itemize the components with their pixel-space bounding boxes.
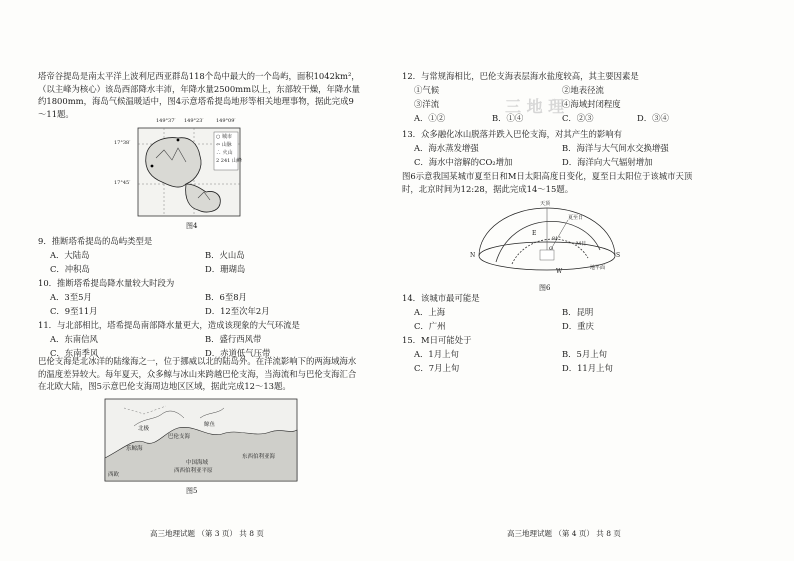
figure-5-caption: 图5 (186, 487, 198, 495)
legend-volcano: ∴ 火山 (216, 150, 233, 156)
left-page-footer: 高三地理试题 （第 3 页） 共 8 页 (150, 529, 264, 538)
q13-option-c[interactable]: C．海水中溶解的CO₂增加 (414, 157, 513, 167)
question-15-stem: 15．M日可能处于 (402, 335, 472, 345)
label-north-pole: 北极 (138, 426, 150, 432)
label-west: W (556, 268, 563, 275)
lat-label-2: 17°45′ (114, 180, 131, 186)
q14-option-c[interactable]: C．广州 (414, 321, 446, 331)
q12-factor-4: ④海域封闭程度 (562, 99, 621, 109)
label-whale: 鲸鱼 (204, 422, 216, 428)
q13-option-d[interactable]: D．海洋向大气辐射增加 (562, 157, 653, 167)
right-page-footer: 高三地理试题 （第 4 页） 共 8 页 (507, 529, 621, 538)
q10-option-d[interactable]: D．12至次年2月 (205, 306, 270, 316)
q15-option-c[interactable]: C．7月上旬 (414, 363, 460, 373)
q12-option-b[interactable]: B．①④ (492, 113, 524, 123)
right-page (397, 0, 794, 561)
q13-option-b[interactable]: B．海洋与大气间水交换增强 (562, 143, 669, 153)
question-13-stem: 13．众多融化冰山脱落并跌入巴伦支海，对其产生的影响有 (402, 129, 623, 139)
q10-option-b[interactable]: B．6至8月 (205, 292, 247, 302)
label-east-siberian: 东西伯利亚海 (242, 454, 276, 460)
q12-option-d[interactable]: D．③④ (637, 113, 669, 123)
q9-option-a[interactable]: A．大陆岛 (50, 250, 90, 260)
q11-option-c[interactable]: C．东南季风 (50, 348, 99, 358)
q12-factor-3: ③洋流 (414, 99, 440, 109)
legend-city: ○ 城市 (216, 134, 232, 140)
q10-option-a[interactable]: A．3至5月 (50, 292, 92, 302)
q11-option-d[interactable]: D．赤道低气压带 (205, 348, 271, 358)
label-horizon: 地平面 (590, 265, 606, 271)
map-legend (216, 133, 242, 165)
label-summer-solstice: 夏至日 (568, 215, 584, 221)
label-sea: 乐鲸海 (126, 446, 143, 452)
q12-option-c[interactable]: C．②③ (562, 113, 594, 123)
legend-peak: 2 241 山峰 (216, 158, 242, 164)
label-origin: O (549, 246, 554, 252)
question-12-stem: 12．与常规海相比，巴伦支海表层海水盐度较高，其主要因素是 (402, 71, 639, 81)
question-11-stem: 11．与北部相比，塔希提岛南部降水量更大，造成该现象的大气环流是 (38, 320, 300, 330)
figure-6-caption: 图6 (539, 284, 551, 292)
figure-6-sun-path (472, 200, 622, 280)
figure-4-map (114, 118, 244, 220)
label-south: S (616, 252, 621, 259)
lat-label-1: 17°38′ (114, 140, 131, 146)
q14-option-d[interactable]: D．重庆 (562, 321, 594, 331)
label-zenith: 天顶 (540, 201, 551, 207)
lon-label-3: 149°09′ (216, 118, 236, 124)
question-14-stem: 14．该城市最可能是 (402, 293, 480, 303)
q9-option-d[interactable]: D．珊瑚岛 (205, 264, 246, 274)
q15-option-a[interactable]: A．1月上旬 (414, 349, 459, 359)
q11-option-b[interactable]: B．盛行西风带 (205, 334, 262, 344)
q12-option-a[interactable]: A．①② (414, 113, 446, 123)
q12-factor-1: ①气候 (414, 85, 440, 95)
q15-option-b[interactable]: B．5月上旬 (562, 349, 607, 359)
q14-option-a[interactable]: A．上海 (414, 307, 446, 317)
label-angle: 81° (552, 236, 561, 242)
q9-option-c[interactable]: C．冲积岛 (50, 264, 90, 274)
label-west-siberian: 西西伯利亚平原 (174, 468, 213, 474)
label-m-day: M日 (576, 241, 587, 247)
q12-factor-2: ②地表径流 (562, 85, 604, 95)
label-barents-sea: 巴伦支海 (168, 434, 191, 440)
q9-option-b[interactable]: B．火山岛 (205, 250, 245, 260)
ghost-subject-title: 三 地 理 (505, 97, 565, 116)
passage-9-11: 塔帝谷提岛是南太平洋上波利尼西亚群岛118个岛中最大的一个岛屿，面积1042km²，（以主峰为核心）该岛西部降水丰沛，年降水量2500mm以上，东部较干燥，年降水量约1800mm，海岛气候温暖适中，图4示意塔希提岛地形等相关地理事物，据此完成9～11题。 (38, 71, 360, 119)
label-east: E (532, 230, 537, 237)
passage-12-13: 巴伦支海是北冰洋的陆缘海之一，位于挪威以北的陆岛外。在洋流影响下的两海域海水的温度差异较大。每年夏天，众多鲸与冰山来跨越巴伦支海，当海流和与巴伦支海汇合在北欧大陆，图5示意巴伦支海周边地区区域，据此完成12～13题。 (38, 356, 357, 391)
q14-option-b[interactable]: B．昆明 (562, 307, 594, 317)
q15-option-d[interactable]: D．11月上旬 (562, 363, 613, 373)
figure-4-caption: 图4 (186, 222, 198, 230)
figure-5-map (104, 398, 298, 482)
q13-option-a[interactable]: A．海水蒸发增强 (414, 143, 479, 153)
label-west-europe: 西欧 (108, 472, 120, 478)
q11-option-a[interactable]: A．东南信风 (50, 334, 98, 344)
lon-label-2: 149°23′ (184, 118, 204, 124)
question-10-stem: 10．推断塔希提岛降水量较大时段为 (38, 278, 175, 288)
question-9-stem: 9．推断塔希提岛的岛屿类型是 (38, 236, 153, 246)
label-china-sea: 中国海域 (186, 460, 209, 466)
label-north: N (470, 252, 476, 259)
q10-option-c[interactable]: C．9至11月 (50, 306, 98, 316)
passage-14-15: 图6示意我国某城市夏至日和M日太阳高度日变化，夏至日太阳位于该城市天顶时，北京时间为12:28，据此完成14～15题。 (402, 171, 693, 194)
legend-mountain: ⇦ 山脉 (216, 142, 232, 148)
lon-label-1: 149°37′ (156, 118, 176, 124)
